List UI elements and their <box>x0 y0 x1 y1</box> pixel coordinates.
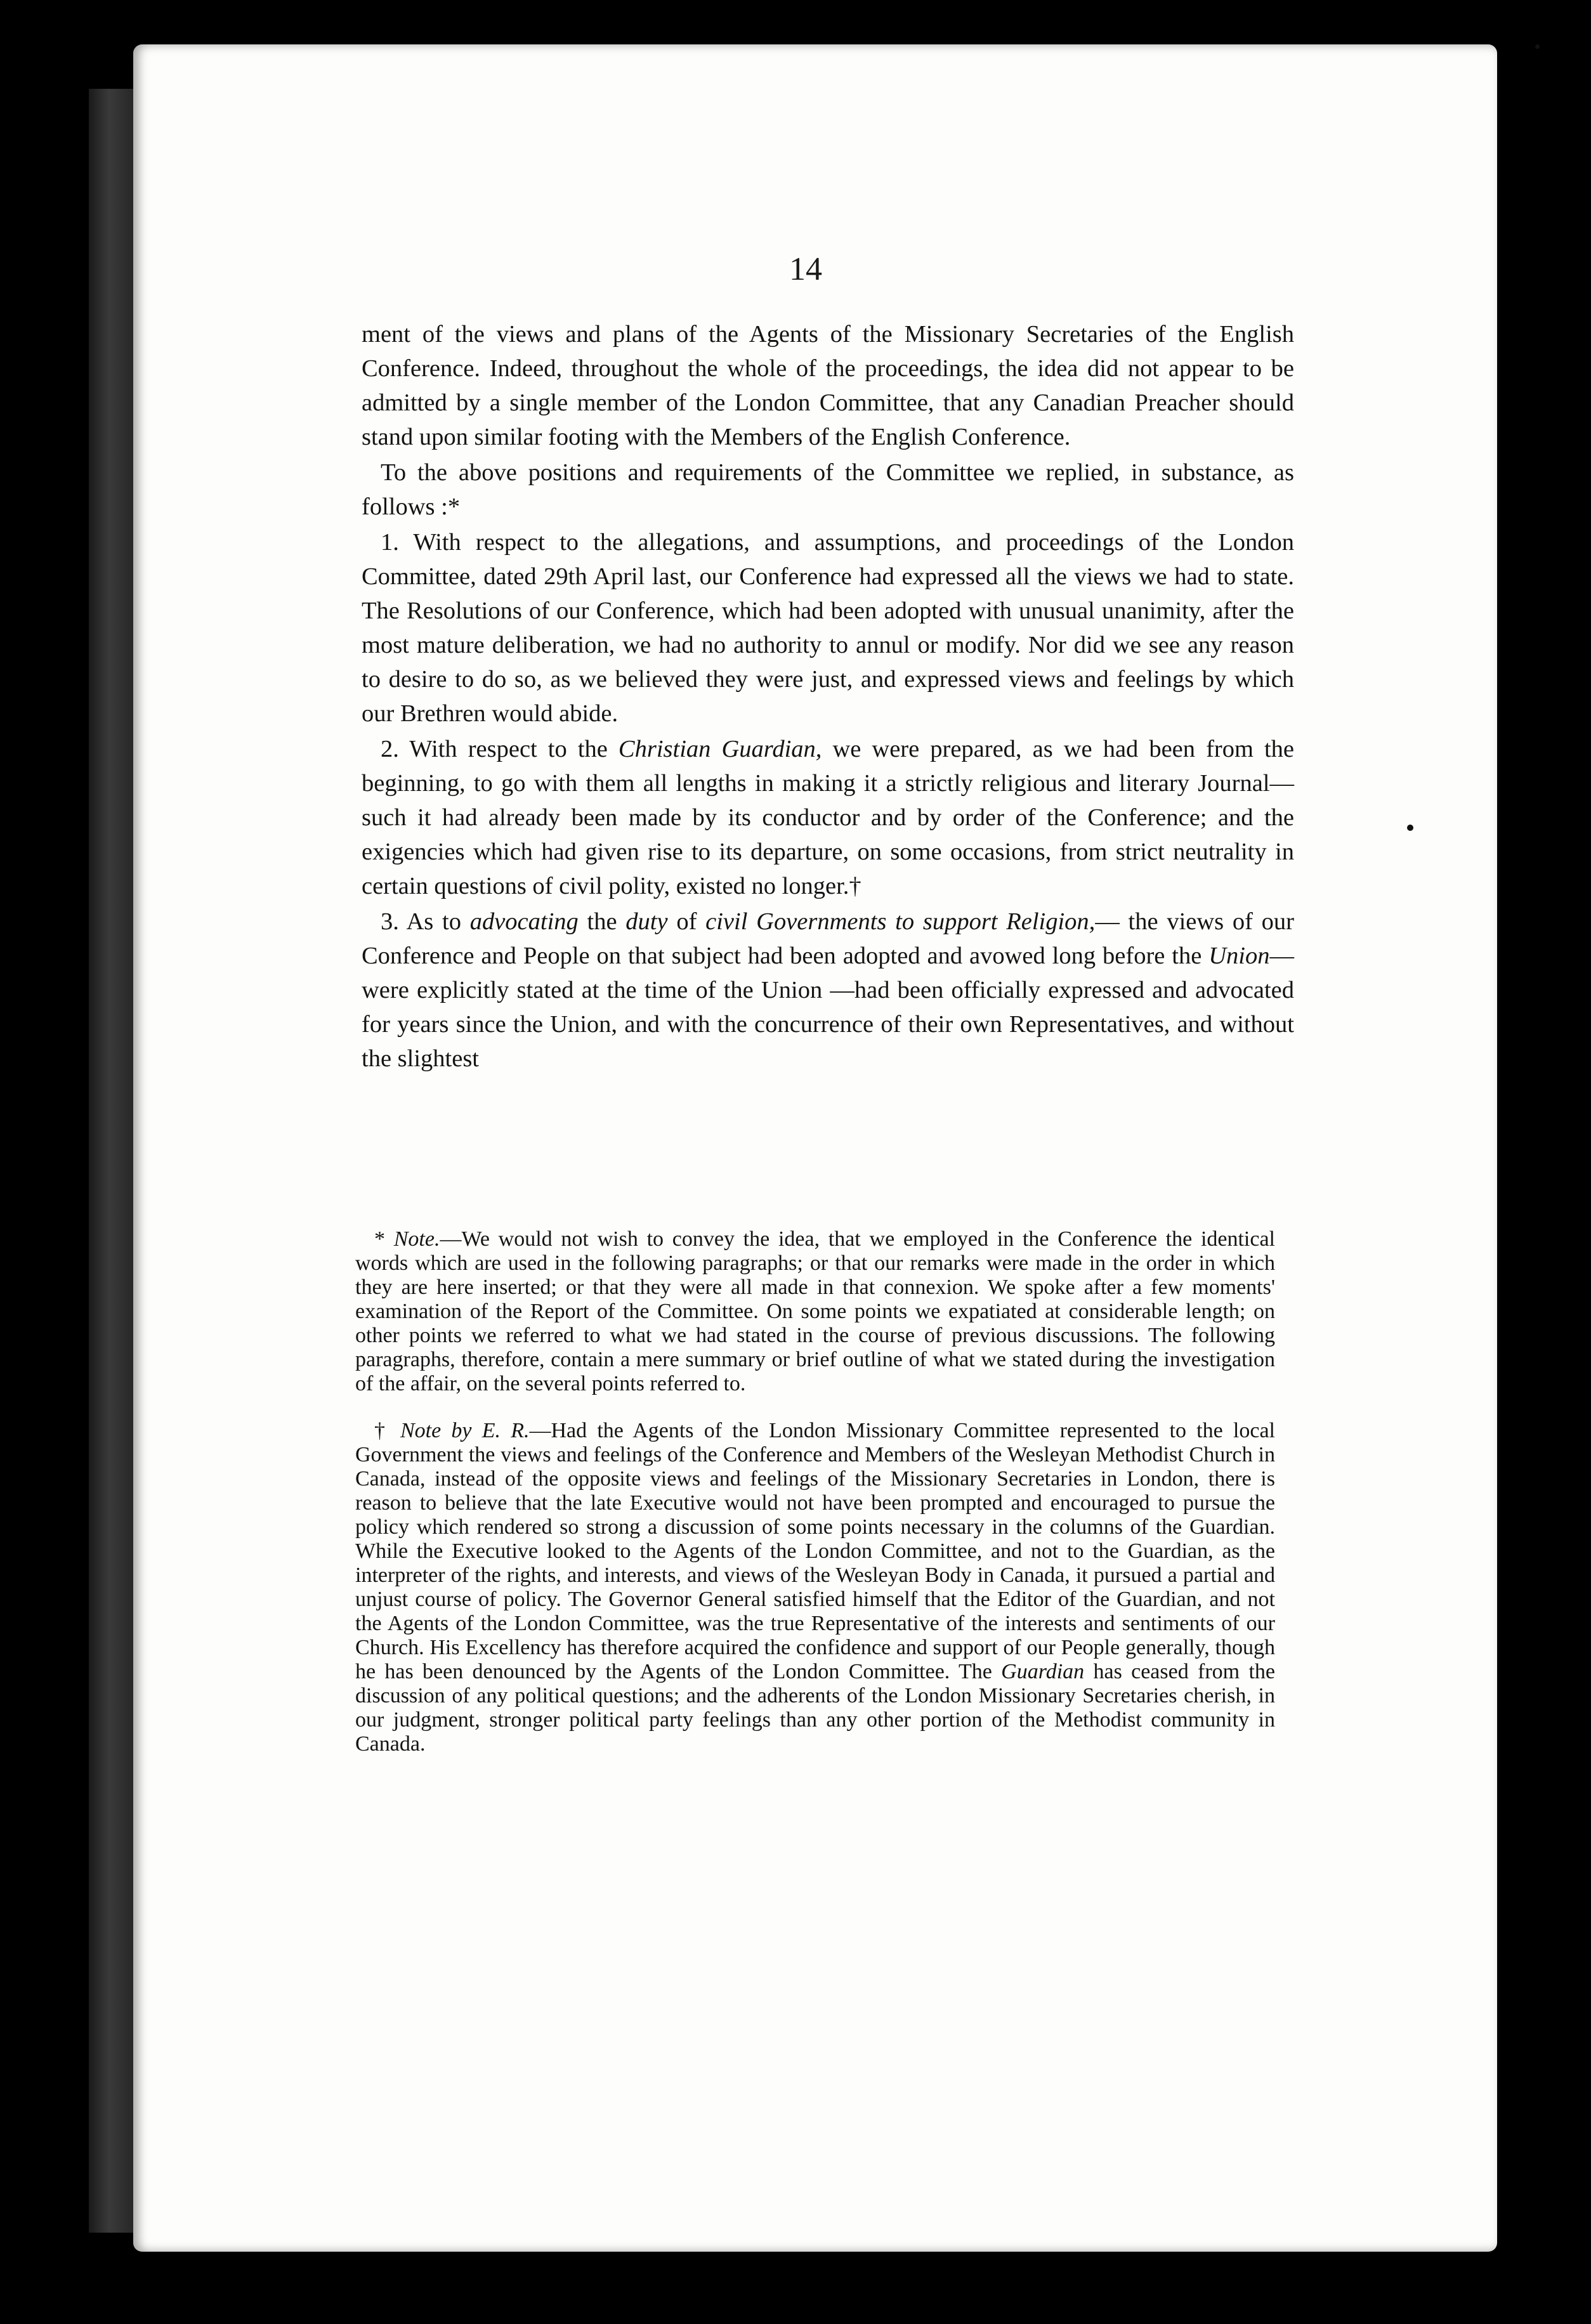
page-number: 14 <box>789 251 822 287</box>
footnote-asterisk-label: Note. <box>393 1227 440 1251</box>
point-3-of: of <box>667 908 706 935</box>
point-3-rest: —were explicitly stated at the time of the Union —had been officially expressed and advocated for years since the Union, and with the concurrence of their own Representatives, and without the slightest <box>362 943 1294 1072</box>
christian-guardian-title: Christian Guardian, <box>618 736 822 762</box>
point-3-lead: 3. As to <box>381 908 470 935</box>
footnote-dagger-text-end: has ceased from the discussion of any political questions; and the adherents of the London Missionary Secretaries cherish, in our judgment, stronger political party feelings than any other portion of the Methodist community in Canada. <box>355 1660 1275 1756</box>
paragraph-point-1: 1. With respect to the allegations, and assumptions, and proceedings of the London Committee, dated 29th April last, our Conference had expressed all the views we had to state. The Resolutions of our Conference, which had been adopted with unusual unanimity, after the most mature deliberation, we had no authority to annul or modify. Nor did we see any reason to desire to do so, as we believed they were just, and expressed views and feelings by which our Brethren would abide. <box>362 529 1294 727</box>
point-3-duty: duty <box>625 908 668 935</box>
point-3-advocating: advocating <box>469 908 579 935</box>
footnote-asterisk-mark: * <box>374 1227 394 1251</box>
footnote-asterisk <box>355 1227 1275 1396</box>
paragraph-point-2 <box>362 732 1294 903</box>
footnote-dagger <box>355 1419 1275 1756</box>
footnote-dagger-text: —Had the Agents of the London Missionary Committee represented to the local Government the views and feelings of the Conference and Members of the Wesleyan Methodist Church in Canada, instead of the opposite views and feelings of the Missionary Secretaries in London, there is reason to believe that the late Executive would not have been prompted and encouraged to pursue the policy which rendered so strong a discussion of some points necessary in the columns of the Guardian. While the Executive looked to the Agents of the London Committee, and not to the Guardian, as the interpreter of the rights, and interests, and views of the Wesleyan Body in Canada, it pursued a partial and unjust course of policy. The Governor General satisfied himself that the Editor of the Guardian, and not the Agents of the London Committee, was the true Representative of the interests and sentiments of our Church. His Excellency has therefore acquired the confidence and support of our People generally, though he has been denounced by the Agents of the London Committee. The <box>355 1419 1276 1683</box>
point-3-views: — the views of our Conference and People on that subject had been adopted and avowed long before the <box>362 908 1295 969</box>
book-spine <box>89 89 140 2233</box>
footnotes <box>355 1227 1275 1779</box>
footnote-dagger-guardian: Guardian <box>1001 1660 1085 1683</box>
footnote-dagger-label: Note by E. R. <box>400 1419 530 1442</box>
point-3-the: the <box>578 908 626 935</box>
footnote-dagger-mark: † <box>374 1419 400 1442</box>
body-text <box>362 317 1294 1077</box>
footnote-asterisk-text: —We would not wish to convey the idea, that we employed in the Conference the identical words which are used in the following paragraphs; or that our remarks were made in the order in which they are here inserted; or that they were all made in that connexion. We spoke after a few moments' examination of the Report of the Committee. On some points we expatiated at considerable length; on other points we referred to what we had stated in the course of previous discussions. The following paragraphs, therefore, contain a mere summary or brief outline of what we stated during the investigation of the affair, on the several points referred to. <box>355 1227 1275 1395</box>
point-3-union: Union <box>1208 943 1270 969</box>
corner-speck <box>1535 44 1540 49</box>
point-2-lead: 2. With respect to the <box>381 736 619 762</box>
margin-speck <box>1407 825 1413 831</box>
paragraph-continuation: ment of the views and plans of the Agents of the Missionary Secretaries of the English Conference. Indeed, throughout the whole of the proceedings, the idea did not appear to be admitted by a single member of the London Committee, that any Canadian Preacher should stand upon similar footing with the Members of the English Conference. <box>362 321 1294 450</box>
paragraph-point-3 <box>362 904 1294 1076</box>
point-2-text: we were prepared, as we had been from the beginning, to go with them all lengths in making it a strictly religious and literary Journal—such it had already been made by its conductor and by order of the Conference; and the exigencies which had given rise to its departure, on some occasions, from strict neutrality in certain questions of civil polity, existed no longer.† <box>362 736 1295 899</box>
paragraph-reply-intro: To the above positions and requirements of the Committee we replied, in substance, as follows :* <box>362 459 1294 520</box>
point-3-civil-governments: civil Governments to support Religion, <box>705 908 1096 935</box>
